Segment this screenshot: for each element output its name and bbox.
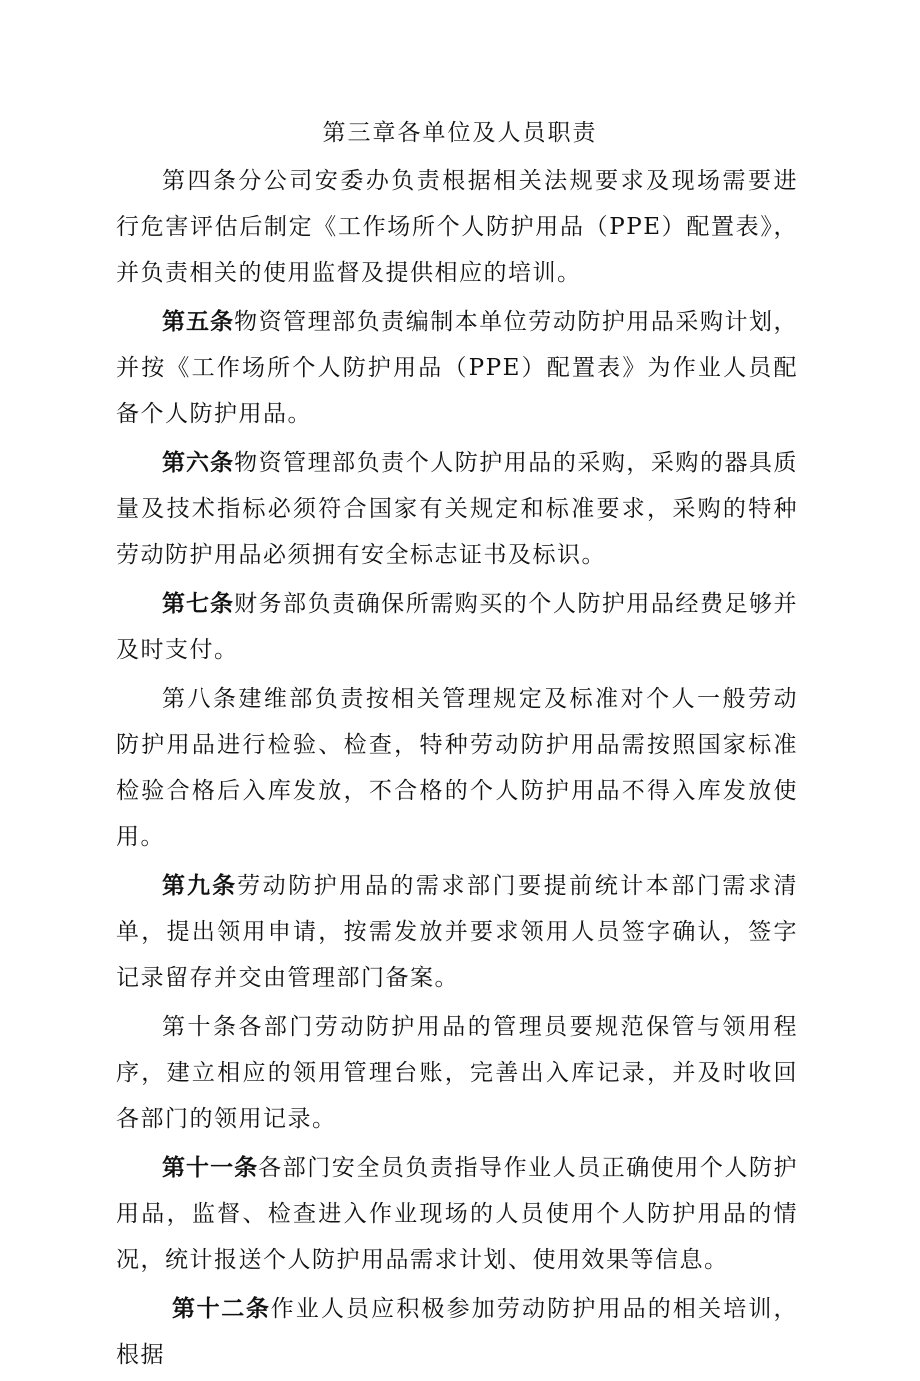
- article-text: 各部门安全员负责指导作业人员正确使用个人防护用品，监督、检查进入作业现场的人员使用个人防护用品的情况，统计报送个人防护用品需求计划、使用效果等信息。: [116, 1155, 799, 1273]
- article-7: [116, 581, 798, 673]
- article-lead: 第五条: [162, 308, 235, 335]
- chapter-title: 第三章各单位及人员职责: [322, 120, 598, 146]
- article-5: [116, 299, 798, 437]
- article-6: [116, 440, 798, 578]
- article-text: 物资管理部负责编制本单位劳动防护用品采购计划，并按《工作场所个人防护用品（PPE）配置表》为作业人员配备个人防护用品。: [116, 309, 799, 427]
- article-text: 物资管理部负责个人防护用品的采购，采购的器具质量及技术指标必须符合国家有关规定和标准要求，采购的特种劳动防护用品必须拥有安全标志证书及标识。: [116, 450, 799, 568]
- article-11: [116, 1145, 798, 1283]
- article-text: 第四条分公司安委办负责根据相关法规要求及现场需要进行危害评估后制定《工作场所个人防护用品（PPE）配置表》，并负责相关的使用监督及提供相应的培训。: [116, 168, 798, 286]
- article-text: 财务部负责确保所需购买的个人防护用品经费足够并及时支付。: [116, 591, 799, 663]
- article-8: [116, 676, 798, 860]
- article-lead: 第十一条: [162, 1154, 259, 1181]
- article-9: [116, 863, 798, 1001]
- article-lead: 第六条: [162, 449, 235, 476]
- article-lead: 第十二条: [172, 1295, 271, 1322]
- articles-body: [116, 158, 798, 1381]
- article-text: 第八条建维部负责按相关管理规定及标准对个人一般劳动防护用品进行检验、检查，特种劳动防护用品需按照国家标准检验合格后入库发放，不合格的个人防护用品不得入库发放使用。: [116, 686, 798, 850]
- article-lead: 第七条: [162, 590, 235, 617]
- article-lead: 第九条: [162, 872, 238, 899]
- article-12: [116, 1286, 798, 1378]
- article-text: 作业人员应积极参加劳动防护用品的相关培训，根据: [116, 1296, 799, 1368]
- article-10: [116, 1004, 798, 1142]
- article-4: [116, 158, 798, 296]
- article-text: 第十条各部门劳动防护用品的管理员要规范保管与领用程序，建立相应的领用管理台账，完善出入库记录，并及时收回各部门的领用记录。: [116, 1014, 798, 1132]
- article-text: 劳动防护用品的需求部门要提前统计本部门需求清单，提出领用申请，按需发放并要求领用人员签字确认，签字记录留存并交由管理部门备案。: [116, 873, 798, 991]
